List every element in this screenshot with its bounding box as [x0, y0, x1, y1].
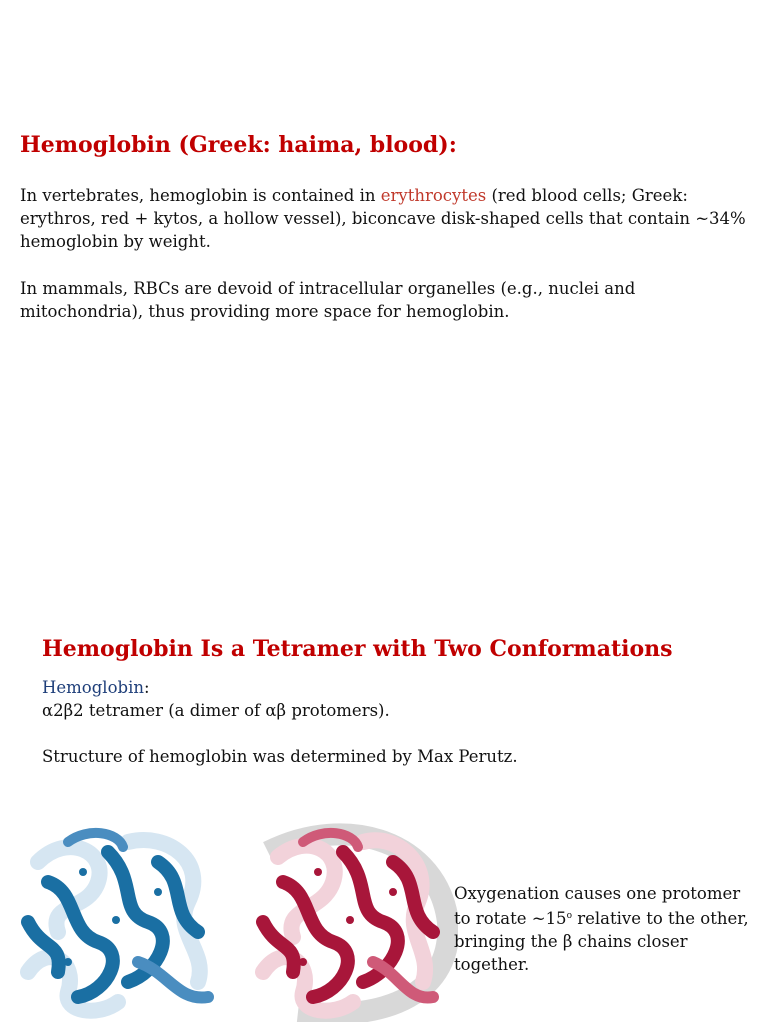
- text-span: (red blood cells; Greek: erythros, red + kytos, a hollow vessel), biconcave disk-shaped cells that contain ~34% hemoglobin by weight.: [20, 186, 746, 251]
- text-span: In vertebrates, hemoglobin is contained in: [20, 186, 381, 205]
- text-span: relative to the other, bringing the β chains closer together.: [454, 909, 749, 974]
- slide-title: Hemoglobin Is a Tetramer with Two Conformations: [42, 636, 673, 662]
- paragraph-perutz: Structure of hemoglobin was determined by Max Perutz.: [42, 747, 518, 766]
- oxyhemoglobin-structure-image: [238, 822, 458, 1022]
- oxygenation-caption: [454, 882, 760, 976]
- hemoglobin-term: Hemoglobin: [42, 678, 144, 697]
- erythrocytes-term: erythrocytes: [380, 186, 487, 205]
- deoxyhemoglobin-structure-image: [8, 822, 228, 1022]
- slide-tetramer: [0, 512, 768, 1024]
- paragraph-erythrocytes: [20, 184, 758, 253]
- paragraph-rbc-organelles: In mammals, RBCs are devoid of intracellular organelles (e.g., nuclei and mitochondria), thus providing more space for hemoglobin.: [20, 279, 636, 321]
- degree-mark: o: [566, 911, 572, 921]
- text-span: :: [143, 678, 150, 697]
- slide-title: Hemoglobin (Greek: haima, blood):: [20, 132, 457, 158]
- text-span: Oxygenation causes one protomer to rotate ~15: [454, 884, 741, 928]
- formula-text: α2β2 tetramer (a dimer of αβ protomers).: [42, 701, 390, 720]
- paragraph-formula: [42, 676, 742, 722]
